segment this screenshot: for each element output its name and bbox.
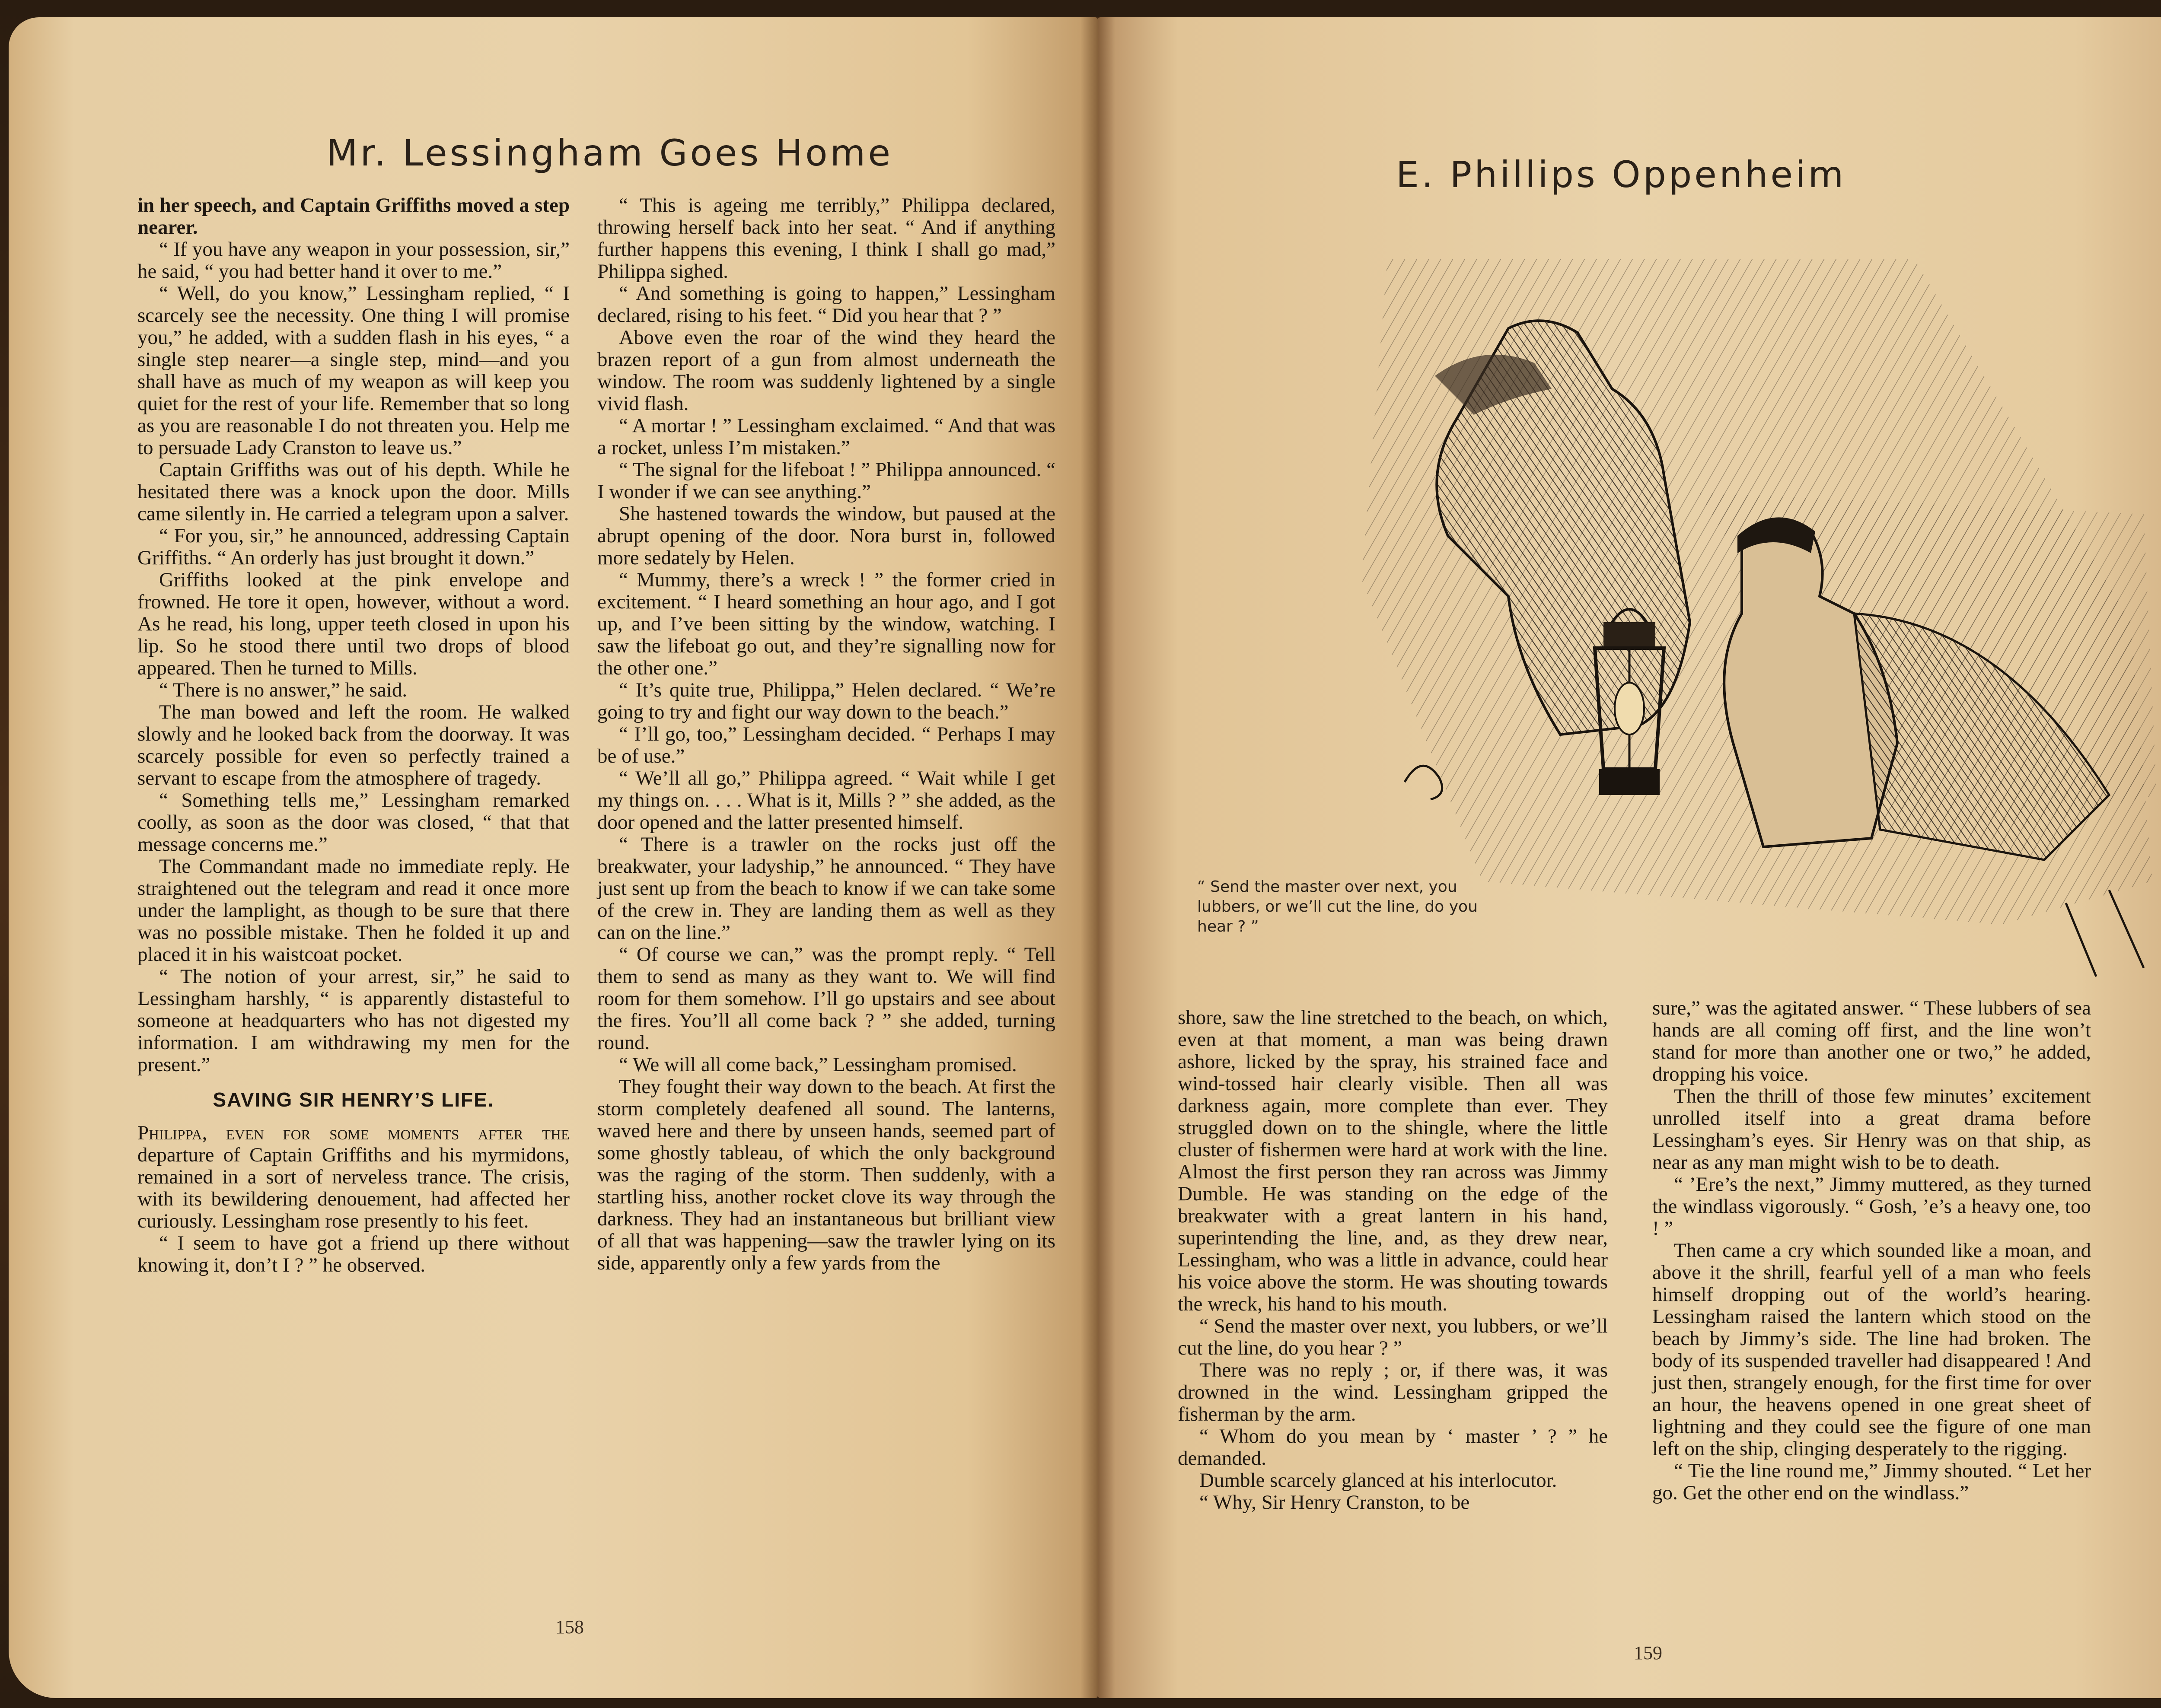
paragraph: sure,” was the agitated answer. “ These lubbers of sea hands are all coming off first, and the line won’t stand for more than another one or two,” he added, dropping his voice.	[1652, 997, 2091, 1085]
illustration-caption: “ Send the master over next, you lubbers, or we’ll cut the line, do you hear ? ”	[1197, 878, 1478, 935]
paragraph: Captain Griffiths was out of his depth. While he hesitated there was a knock upon the door. Mills came silently in. He carried a telegram upon a salver.	[137, 458, 570, 525]
section-heading: SAVING SIR HENRY’S LIFE.	[213, 1088, 494, 1111]
left-page	[9, 17, 1098, 1698]
paragraph: shore, saw the line stretched to the beach, on which, even at that moment, a man was being drawn ashore, licked by the spray, his strained face and wind-tossed hair clearly visible. Then all was darkness again, more complete than ever. They struggled down on to the shingle, where the little cluster of fishermen were hard at work with the line. Almost the first person they ran across was Jimmy Dumble. He was standing on the edge of the breakwater with a great lantern in his hand, superintending the line, and, as they drew near, Lessingham, who was a little in advance, could hear his voice above the storm. He was shouting towards the wreck, his hand to his mouth.	[1178, 1006, 1608, 1315]
left-page-column-2	[597, 194, 1055, 1274]
paragraph: “ We’ll all go,” Philippa agreed. “ Wait while I get my things on. . . . What is it, Mills ? ” she added, as the door opened and the latter presented himself.	[597, 767, 1055, 833]
left-page-column-1	[137, 194, 570, 1276]
book-gutter	[1080, 17, 1115, 1698]
running-head-right: E. Phillips Oppenheim	[1396, 153, 1846, 196]
paragraph: Griffiths looked at the pink envelope and frowned. He tore it open, however, without a word. As he read, his long, upper teeth closed in upon his lip. So he stood there until two drops of blood appeared. Then he turned to Mills.	[137, 569, 570, 679]
paragraph: Philippa, even for some moments after the departure of Captain Griffiths and his myrmidons, remained in a sort of nerveless trance. The crisis, with its bewildering denouement, had affected her curiously. Lessingham rose presently to his feet.	[137, 1122, 570, 1232]
paragraph: There was no reply ; or, if there was, it was drowned in the wind. Lessingham gripped the fisherman by the arm.	[1178, 1359, 1608, 1425]
paragraph: “ Tie the line round me,” Jimmy shouted. “ Let her go. Get the other end on the windlass.”	[1652, 1460, 2091, 1504]
running-head-left: Mr. Lessingham Goes Home	[326, 132, 893, 174]
page-number-left: 158	[555, 1616, 584, 1638]
paragraph: “ I’ll go, too,” Lessingham decided. “ Perhaps I may be of use.”	[597, 723, 1055, 767]
paragraph: “ I seem to have got a friend up there without knowing it, don’t I ? ” he observed.	[137, 1232, 570, 1276]
paragraph: “ It’s quite true, Philippa,” Helen declared. “ We’re going to try and fight our way down to the beach.”	[597, 679, 1055, 723]
paragraph: “ Something tells me,” Lessingham remarked coolly, as soon as the door was closed, “ that that message concerns me.”	[137, 789, 570, 856]
paragraph: “ Well, do you know,” Lessingham replied, “ I scarcely see the necessity. One thing I will promise you,” he added, with a sudden flash in his eyes, “ a single step nearer—a single step, mind—and you shall have as much of my weapon as will keep you quiet for the rest of your life. Remember that so long as you are reasonable I do not threaten you. Help me to persuade Lady Cranston to leave us.”	[137, 282, 570, 459]
magazine-spread	[9, 17, 2161, 1698]
paragraph: The man bowed and left the room. He walked slowly and he looked back from the doorway. It was scarcely possible for even so perfectly trained a servant to escape from the atmosphere of tragedy.	[137, 701, 570, 789]
paragraph: “ Whom do you mean by ‘ master ’ ? ” he demanded.	[1178, 1425, 1608, 1469]
paragraph: Above even the roar of the wind they heard the brazen report of a gun from almost underneath the window. The room was suddenly lightened by a single vivid flash.	[597, 326, 1055, 415]
paragraph: “ The signal for the lifeboat ! ” Philippa announced. “ I wonder if we can see anything.”	[597, 458, 1055, 503]
right-page	[1098, 17, 2161, 1698]
paragraph: in her speech, and Captain Griffiths moved a step nearer.	[137, 194, 570, 239]
paragraph: “ We will all come back,” Lessingham promised.	[619, 1053, 1017, 1076]
paragraph: “ For you, sir,” he announced, addressing Captain Griffiths. “ An orderly has just brought it down.”	[137, 525, 570, 569]
paragraph: “ This is ageing me terribly,” Philippa declared, throwing herself back into her seat. “ And if anything further happens this evening, I think I shall go mad,” Philippa sighed.	[597, 194, 1055, 283]
paragraph: “ Send the master over next, you lubbers, or we’ll cut the line, do you hear ? ”	[1178, 1315, 1608, 1359]
paragraph: “ If you have any weapon in your possession, sir,” he said, “ you had better hand it over to me.”	[137, 238, 570, 283]
paragraph: Then came a cry which sounded like a moan, and above it the shrill, fearful yell of a man who feels himself dropping out of the world’s hearing. Lessingham raised the lantern which stood on the beach by Jimmy’s side. The line had broken. The body of its suspended traveller had disappeared ! And just then, strangely enough, for the first time for over an hour, the heavens opened in one great sheet of lightning and they could see the figure of one man left on the ship, clinging desperately to the rigging.	[1652, 1239, 2091, 1460]
paragraph: “ ’Ere’s the next,” Jimmy muttered, as they turned the windlass vigorously. “ Gosh, ’e’s a heavy one, too ! ”	[1652, 1173, 2091, 1240]
paragraph: Dumble scarcely glanced at his interlocutor.	[1199, 1469, 1557, 1492]
paragraph: Then the thrill of those few minutes’ excitement unrolled itself into a great drama before Lessingham’s eyes. Sir Henry was on that ship, as near as any man might wish to be to death.	[1652, 1085, 2091, 1174]
paragraph: “ Mummy, there’s a wreck ! ” the former cried in excitement. “ I heard something an hour ago, and I got up, and I’ve been sitting by the window, watching. I saw the lifeboat go out, and they’re signalling now for the other one.”	[597, 569, 1055, 679]
paragraph: The Commandant made no immediate reply. He straightened out the telegram and read it once more under the lamplight, as though to be sure that there was no possible mistake. Then he folded it up and placed it in his waistcoat pocket.	[137, 855, 570, 966]
paragraph: They fought their way down to the beach. At first the storm completely deafened all sound. The lanterns, waved here and there by unseen hands, seemed part of some ghostly tableau, of which the only background was the raging of the storm. Then suddenly, with a startling hiss, another rocket clove its way through the darkness. They had an instantaneous but brilliant view of all that was happening—saw the trawler lying on its side, apparently only a few yards from the	[597, 1075, 1055, 1274]
paragraph: She hastened towards the window, but paused at the abrupt opening of the door. Nora burst in, followed more sedately by Helen.	[597, 503, 1055, 569]
page-number-right: 159	[1634, 1642, 1662, 1663]
paragraph: “ Why, Sir Henry Cranston, to be	[1199, 1491, 1470, 1514]
paragraph: “ The notion of your arrest, sir,” he said to Lessingham harshly, “ is apparently distasteful to someone at headquarters who has not digested my information. I am withdrawing my men for the present.”	[137, 965, 570, 1076]
right-page-column-2	[1652, 997, 2091, 1504]
paragraph: “ There is no answer,” he said.	[159, 679, 408, 701]
right-page-column-1	[1178, 1007, 1608, 1514]
paragraph: “ There is a trawler on the rocks just off the breakwater, your ladyship,” he announced. “ They have just sent up from the beach to know if we can take some of the crew in. They are landing them as well as they can on the line.”	[597, 833, 1055, 944]
paragraph: “ A mortar ! ” Lessingham exclaimed. “ And that was a rocket, unless I’m mistaken.”	[597, 414, 1055, 459]
paragraph: “ Of course we can,” was the prompt reply. “ Tell them to send as many as they want to. We will find room for them somehow. I’ll go upstairs and see about the fires. You’ll all come back ? ” she added, turning round.	[597, 943, 1055, 1054]
paragraph: “ And something is going to happen,” Lessingham declared, rising to his feet. “ Did you hear that ? ”	[597, 282, 1055, 327]
